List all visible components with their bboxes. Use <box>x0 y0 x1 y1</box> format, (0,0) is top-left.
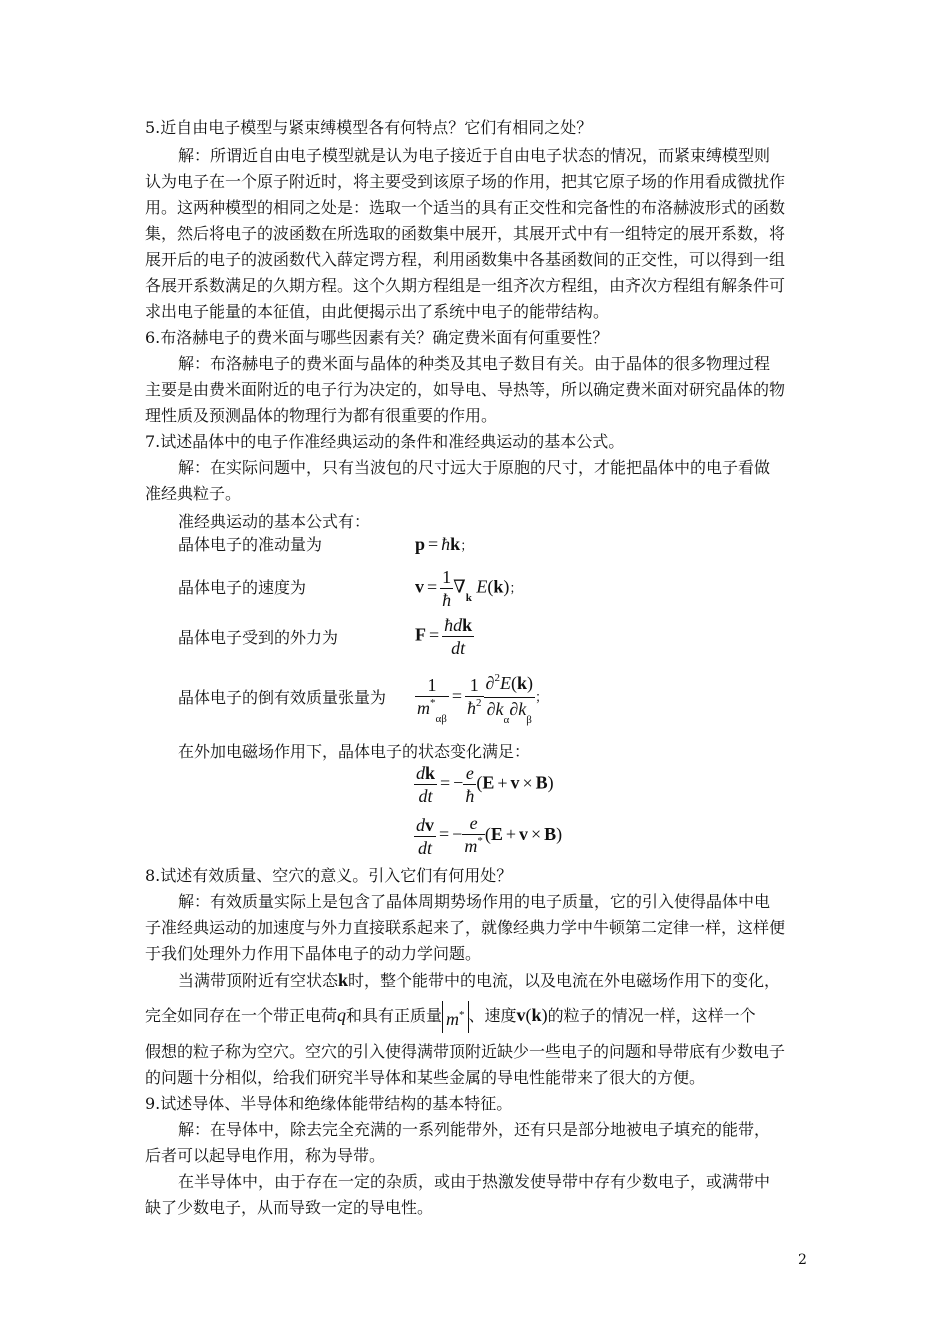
q5-title: 5.近自由电子模型与紧束缚模型各有何特点？它们有相同之处？ <box>145 118 593 137</box>
sym-k: k <box>531 1005 542 1025</box>
q8-line-2: 子准经典运动的加速度与外力直接联系起来了，就像经典力学中牛顿第二定律一样，这样便 <box>145 918 786 937</box>
sym-minus: − <box>452 824 463 845</box>
fraction-e-over-hbar <box>463 762 476 807</box>
frac-denominator <box>465 697 484 722</box>
fraction-one-over-hbar <box>440 566 453 611</box>
sym-hbar: ħ <box>467 697 477 718</box>
formula-inverse-mass <box>178 672 810 732</box>
sym-nabla: ∇ <box>453 576 466 597</box>
fraction-dv-dt <box>414 814 436 859</box>
q6-line-2: 主要是由费米面附近的电子行为决定的，如导电、导热等，所以确定费米面对研究晶体的物 <box>145 380 786 399</box>
frac-denominator: ħ <box>465 786 475 806</box>
sym-v: v <box>516 1005 526 1025</box>
sym-k: k <box>450 534 461 554</box>
frac-denominator <box>484 698 535 726</box>
q9-line-4: 缺了少数电子，从而导致一定的导电性。 <box>145 1198 434 1217</box>
sym-hbar: ħ <box>441 534 451 554</box>
formula-momentum <box>178 526 810 566</box>
eq-velocity <box>415 566 522 611</box>
q9-title: 9.试述导体、半导体和绝缘体能带结构的基本特征。 <box>145 1094 513 1113</box>
q8-line-1: 解：有效质量实际上是包含了晶体周期势场作用的电子质量，它的引入使得晶体中电 <box>178 892 771 911</box>
q9-line-1: 解：在导体中，除去完全充满的一系列能带外，还有只是部分地被电子填充的能带， <box>178 1120 771 1139</box>
frac-denominator <box>415 696 449 725</box>
sym-times: × <box>522 772 533 793</box>
sym-partial: ∂ <box>486 699 496 719</box>
sym-k: k <box>462 615 473 635</box>
fraction-dk-dt <box>414 762 437 807</box>
sym-rparen: ) <box>541 1005 548 1025</box>
hole-text-c: 完全如同存在一个带正电荷 <box>145 1006 338 1025</box>
q8-hole-line-1 <box>178 970 810 991</box>
frac-numerator <box>442 614 474 637</box>
fraction-hbar-dk-dt <box>442 614 474 659</box>
sym-eq: = <box>427 576 438 597</box>
sym-plus: + <box>497 772 508 793</box>
sym-B: B <box>544 824 557 845</box>
q7-title: 7.试述晶体中的电子作准经典运动的条件和准经典运动的基本公式。 <box>145 432 625 451</box>
sym-v: v <box>510 772 520 793</box>
frac-numerator <box>484 672 535 698</box>
fraction-one-over-m <box>415 674 449 725</box>
fraction-e-over-m <box>462 812 485 860</box>
q9-line-3: 在半导体中，由于存在一定的杂质，或由于热激发使导带中存有少数电子，或满带中 <box>178 1172 771 1191</box>
sym-p: p <box>415 534 426 554</box>
sym-lparen: ( <box>484 824 491 845</box>
sym-k-italic: k <box>518 699 527 719</box>
sym-v: v <box>518 824 528 845</box>
q5-line-6: 各展开系数满足的久期方程。这个久期方程组是一组齐次方程组，由齐次方程组有解条件可 <box>145 276 786 295</box>
sym-B: B <box>535 772 548 793</box>
frac-denominator: dt <box>417 837 432 858</box>
formula-velocity <box>178 566 810 612</box>
q5-line-1: 解：所谓近自由电子模型就是认为电子接近于自由电子状态的情况，而紧束缚模型则 <box>178 146 771 165</box>
sym-semicolon: ； <box>460 538 474 553</box>
q5-line-3: 用。这两种模型的相同之处是：选取一个适当的具有正交性和完备性的布洛赫波形式的函数 <box>145 198 786 217</box>
sym-semicolon: ； <box>509 580 523 596</box>
eq-dk-dt <box>414 762 554 807</box>
sym-eq: = <box>440 772 451 793</box>
eq-dv-dt <box>414 812 562 860</box>
q6-line-1: 解：布洛赫电子的费米面与晶体的种类及其电子数目有关。由于晶体的很多物理过程 <box>178 354 771 373</box>
sym-k: k <box>516 673 527 693</box>
sym-m: m <box>417 697 430 718</box>
sym-eq: = <box>451 685 463 706</box>
sym-hbar: ħ <box>444 615 454 635</box>
hole-text-b: 时，整个能带中的电流，以及电流在外电磁场作用下的变化， <box>348 971 781 990</box>
sym-lparen: ( <box>525 1005 532 1025</box>
sym-rparen: ) <box>526 673 533 693</box>
sym-F: F <box>415 624 426 645</box>
label-force: 晶体电子受到的外力为 <box>178 628 339 647</box>
q7-line-2: 准经典粒子。 <box>145 484 242 503</box>
hole-text-d: 和具有正质量 <box>346 1006 443 1025</box>
label-velocity: 晶体电子的速度为 <box>178 578 307 597</box>
sym-k-italic: k <box>495 699 504 719</box>
sym-eq: = <box>428 534 439 554</box>
q8-line-5: 的问题十分相似，给我们研究半导体和某些金属的导电性能带来了很大的方便。 <box>145 1068 706 1087</box>
q5-line-5: 展开后的电子的波函数代入薛定谔方程，利用函数集中各基函数间的正交性，可以得到一组 <box>145 250 786 269</box>
q9-line-2: 后者可以起导电作用，称为导带。 <box>145 1146 386 1165</box>
sym-v: v <box>415 576 424 597</box>
q7-line-1: 解：在实际问题中，只有当波包的尺寸远大于原胞的尺寸，才能把晶体中的电子看做 <box>178 458 771 477</box>
label-momentum: 晶体电子的准动量为 <box>178 535 323 554</box>
sym-q: q <box>337 1005 347 1025</box>
frac-numerator: e <box>462 812 485 835</box>
sym-plus: + <box>505 824 516 845</box>
sup-star: * <box>459 1008 465 1021</box>
sym-d: d <box>416 763 425 783</box>
sym-semicolon: ； <box>534 689 548 705</box>
sym-E-bold: E <box>490 824 503 845</box>
hole-text-e: 、速度 <box>468 1006 517 1025</box>
sym-v: v <box>425 814 434 835</box>
frac-denominator: dt <box>418 786 433 806</box>
abs-effective-mass <box>442 1001 469 1033</box>
sup-two: 2 <box>476 696 482 709</box>
sym-E-bold: E <box>482 772 495 793</box>
q5-line-4: 集，然后将电子的波函数在所选取的函数集中展开，其展开式中有一组特定的展开系数，将 <box>145 224 786 243</box>
eq-force <box>415 614 474 659</box>
q8-line-3: 于我们处理外力作用下晶体电子的动力学问题。 <box>145 944 482 963</box>
q8-hole-line-2 <box>145 1000 810 1033</box>
sym-m: m <box>446 1008 460 1029</box>
frac-denominator: dt <box>451 638 466 658</box>
sym-E: E <box>499 673 511 693</box>
frac-numerator <box>414 762 437 785</box>
frac-numerator: 1 <box>442 567 452 587</box>
sym-partial: ∂ <box>485 673 495 693</box>
hole-text-a: 当满带顶附近有空状态 <box>178 971 339 990</box>
q7-formula-intro: 准经典运动的基本公式有： <box>178 512 371 531</box>
eq-inverse-mass <box>415 672 548 726</box>
sym-rparen: ) <box>503 576 510 597</box>
sym-k: k <box>493 576 504 597</box>
sub-alpha-beta: αβ <box>435 712 447 725</box>
sym-rparen: ) <box>547 772 554 793</box>
q7-em-intro: 在外加电磁场作用下，晶体电子的状态变化满足： <box>178 742 531 761</box>
sym-m: m <box>464 836 478 856</box>
q8-line-4: 假想的粒子称为空穴。空穴的引入使得满带顶附近缺少一些电子的问题和导带底有少数电子 <box>145 1042 786 1061</box>
sup-star: * <box>430 696 436 709</box>
sym-lparen: ( <box>510 673 517 693</box>
fraction-one-over-hbar2 <box>465 674 484 722</box>
q6-title: 6.布洛赫电子的费米面与哪些因素有关？确定费米面有何重要性？ <box>145 328 609 347</box>
sym-k: k <box>425 763 436 783</box>
q6-line-3: 理性质及预测晶体的物理行为都有很重要的作用。 <box>145 406 498 425</box>
sym-d: d <box>453 615 463 635</box>
sup-star: * <box>477 835 483 847</box>
frac-numerator <box>414 814 436 837</box>
sup-two: 2 <box>494 672 500 684</box>
frac-denominator: ħ <box>442 590 452 610</box>
sub-beta: β <box>526 714 532 726</box>
frac-denominator <box>462 835 485 860</box>
sub-k: k <box>465 591 472 604</box>
eq-momentum <box>415 534 473 555</box>
hole-text-f: 的粒子的情况一样，这样一个 <box>547 1006 756 1025</box>
q5-line-7: 求出电子能量的本征值，由此便揭示出了系统中电子的能带结构。 <box>145 302 610 321</box>
sym-times: × <box>530 824 542 845</box>
label-inverse-mass: 晶体电子的倒有效质量张量为 <box>178 688 387 707</box>
q8-title: 8.试述有效质量、空穴的意义。引入它们有何用处？ <box>145 866 513 885</box>
frac-numerator: 1 <box>465 674 484 697</box>
sym-lparen: ( <box>487 576 494 597</box>
sym-eq: = <box>439 824 450 845</box>
sym-k: k <box>338 970 349 990</box>
formula-force <box>178 614 810 662</box>
sub-alpha: α <box>503 714 510 726</box>
frac-numerator: 1 <box>415 674 449 697</box>
page-number: 2 <box>798 1252 807 1268</box>
sym-partial: ∂ <box>509 699 519 719</box>
sym-eq: = <box>429 624 440 645</box>
sym-E: E <box>476 576 488 597</box>
fraction-second-derivative <box>484 672 535 726</box>
sym-rparen: ) <box>556 824 563 845</box>
sym-minus: − <box>453 772 464 793</box>
q5-line-2: 认为电子在一个原子附近时，将主要受到该原子场的作用，把其它原子场的作用看成微扰作 <box>145 172 786 191</box>
sym-lparen: ( <box>476 772 483 793</box>
sym-d: d <box>416 814 425 835</box>
frac-numerator: e <box>463 762 476 785</box>
